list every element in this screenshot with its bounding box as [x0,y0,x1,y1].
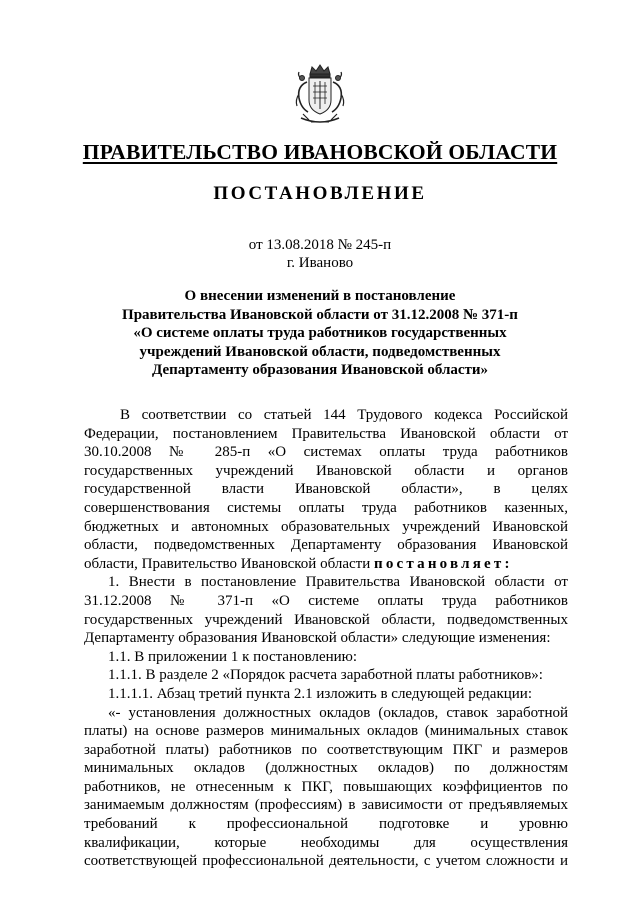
decree-title-line: учреждений Ивановской области, подведомственных [139,343,501,360]
body-text-line [84,666,568,685]
body-text: требований к профессиональной подготовке и уровню [84,816,568,833]
coat-of-arms-emblem [293,64,347,130]
body-text: 1.1.1.1. Абзац третий пункта 2.1 изложить в следующей редакции: [108,685,533,702]
body-text: 1.1. В приложении 1 к постановлению: [108,648,358,665]
body-text-line [84,611,568,630]
body-text-line [84,518,568,537]
decree-title-line: Департаменту образования Ивановской области» [151,362,489,378]
body-text: области, Правительство Ивановской области [84,555,374,572]
decree-city: г. Иваново [286,255,354,271]
body-text: платы) на основе размеров минимальных окладов (минимальных ставок [84,723,568,740]
body-text: Департаменту образования Ивановской области» следующие изменения: [84,630,551,647]
body-text: соответствующей профессиональной деятельности, с учетом сложности и [84,853,568,870]
body-text: «- установления должностных окладов (окладов, ставок заработной [108,704,568,721]
body-text: 30.10.2008 № 285-п «О системах оплаты труда работников [84,444,568,461]
body-text: государственной власти Ивановской области», в целях [84,481,568,498]
body-text-line [84,555,568,574]
body-text-line [84,741,568,760]
body-text: заработной платы) работников по соответствующим ПКГ и размеров [84,741,568,758]
body-text: занимаемым должностям (профессиям) в зависимости от предъявляемых [84,797,568,814]
body-text-line [84,685,568,704]
decree-date-number: от 13.08.2018 № 245-п [248,237,392,253]
decree-title-line: О внесении изменений в постановление [184,288,456,304]
body-text: 1.1.1. В разделе 2 «Порядок расчета заработной платы работников»: [108,667,543,684]
body-text-line [84,759,568,778]
body-text: Федерации, постановлением Правительства Ивановской области от [84,425,568,442]
decree-body [84,406,568,871]
emblem-icon [293,64,347,130]
body-text: государственных учреждений Ивановской области и органов [84,462,568,479]
body-text: 1. Внести в постановление Правительства Ивановской области от [108,574,568,591]
body-text-line [84,629,568,648]
body-text: квалификации, которые необходимы для осуществления [84,834,568,851]
body-text-line [84,573,568,592]
body-text-line [84,648,568,667]
body-text-line [84,815,568,834]
body-text-line [84,704,568,723]
body-text-line [84,536,568,555]
body-text: В соответствии со статьей 144 Трудового кодекса Российской [120,407,568,423]
body-text-line [84,852,568,871]
body-text: совершенствования системы оплаты труда работников казенных, [84,499,568,516]
body-text-line [84,722,568,741]
body-text-line [84,592,568,611]
body-text-line [84,443,568,462]
body-text-line [84,778,568,797]
body-text-line [84,499,568,518]
body-text-line [84,425,568,444]
body-text: минимальных окладов (должностных окладов) по должностям [84,760,568,777]
body-text: бюджетных и автономных образовательных учреждений Ивановской [84,518,568,535]
decree-title [0,287,640,380]
decree-title-line: Правительства Ивановской области от 31.12.2008 № 371-п [122,306,518,323]
body-text: 31.12.2008 № 371-п «О системе оплаты труда работников [84,592,568,609]
government-name: ПРАВИТЕЛЬСТВО ИВАНОВСКОЙ ОБЛАСТИ [82,140,558,164]
decree-title-line: «О системе оплаты труда работников государственных [133,325,507,341]
body-text: государственных учреждений Ивановской области, подведомственных [84,611,568,628]
resolves-keyword: постановляет: [373,555,513,572]
document-type: ПОСТАНОВЛЕНИЕ [213,183,427,204]
body-text-line [84,480,568,499]
body-text-line [84,462,568,481]
body-text-line [84,796,568,815]
body-text-line [84,834,568,853]
body-text-line [84,406,568,425]
body-text: работников, не отнесенным к ПКГ, повышающих коэффициентов по [84,778,568,795]
body-text: области, подведомственных Департаменту образования Ивановской [84,537,568,554]
